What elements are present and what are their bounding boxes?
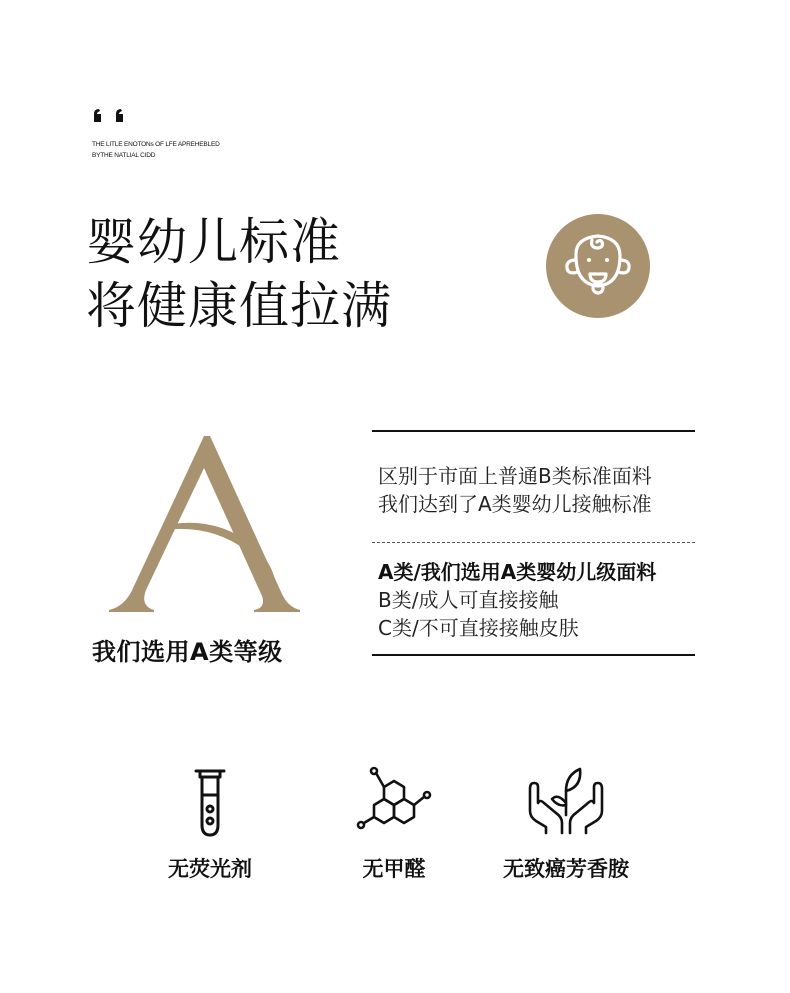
tagline-line-2: BYTHE NATLIAL CIDD [92, 152, 156, 159]
feature-label: 无荧光剂 [168, 857, 252, 881]
page-title [86, 210, 392, 338]
feature-no-formaldehyde [314, 765, 474, 883]
tagline [92, 139, 220, 161]
class-a-line: A类/我们选用A类婴幼儿级面料 [378, 560, 657, 584]
quote-icon [92, 108, 132, 130]
feature-no-amines [486, 765, 646, 883]
grade-caption: 我们选用A类等级 [92, 638, 283, 666]
divider-top [372, 430, 695, 432]
grade-a-letter [104, 430, 304, 615]
divider-dashed [372, 542, 695, 543]
tagline-line-1: THE LITLE ENOTONs OF LFE APREHEBLED [92, 141, 220, 148]
intro-line-2: 我们达到了A类婴幼儿接触标准 [378, 492, 652, 516]
feature-label: 无甲醛 [362, 857, 426, 881]
headline-line-1: 婴幼儿标准 [86, 213, 341, 271]
class-c-line: C类/不可直接接触皮肤 [378, 616, 579, 640]
headline-line-2: 将健康值拉满 [86, 277, 392, 335]
feature-label: 无致癌芳香胺 [503, 857, 629, 881]
divider-bottom [372, 654, 695, 656]
leaf-hands-icon [526, 765, 606, 839]
intro-line-1: 区别于市面上普通B类标准面料 [378, 464, 652, 488]
class-b-line: B类/成人可直接接触 [378, 588, 559, 612]
fabric-grade-info [372, 430, 695, 656]
test-tube-icon [180, 765, 240, 839]
molecule-icon [354, 765, 434, 839]
feature-no-fluorescent [130, 765, 290, 883]
baby-face-icon [546, 214, 650, 318]
baby-face-badge [546, 214, 650, 318]
